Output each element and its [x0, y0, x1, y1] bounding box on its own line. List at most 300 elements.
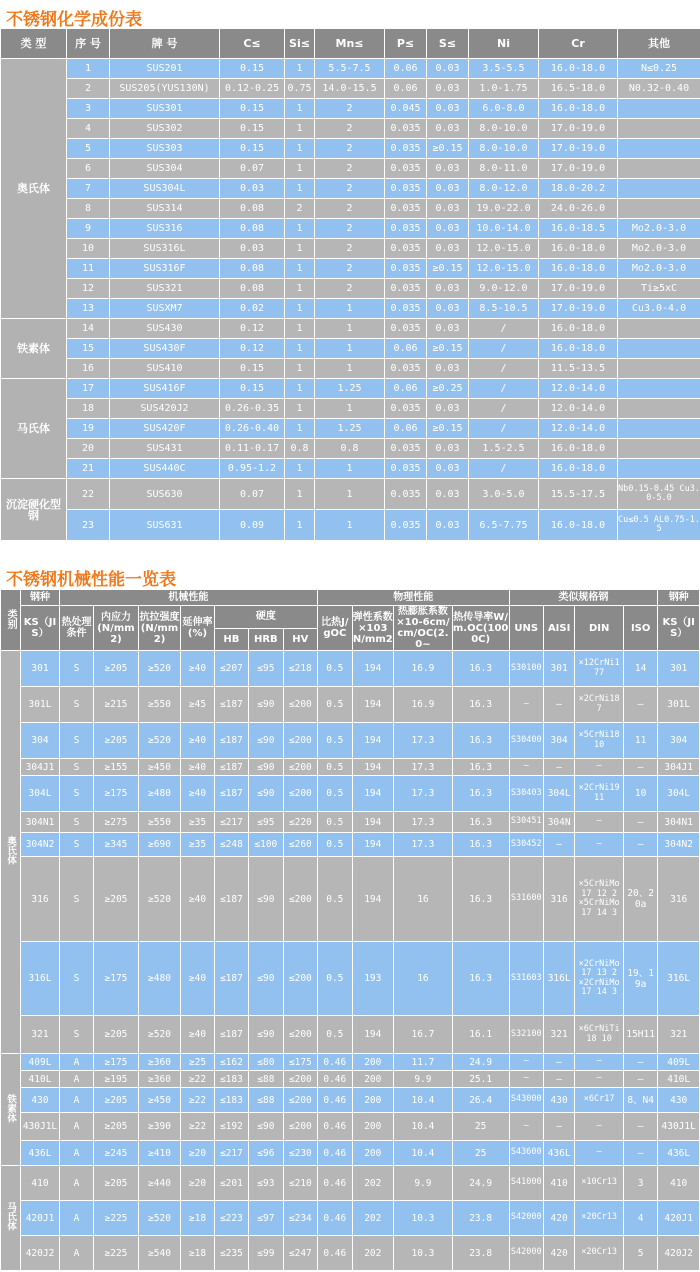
- table-cell: ≤95: [249, 651, 283, 687]
- table-cell: 0.03: [220, 179, 285, 199]
- table-cell: ×2CrNi1911: [575, 776, 624, 812]
- table-cell: 15H11: [623, 1016, 657, 1054]
- table-cell: N0.32-0.40: [618, 79, 700, 99]
- table-cell: SUS303: [110, 139, 220, 159]
- table-cell: ≤90: [249, 759, 283, 776]
- table-cell: ≤90: [249, 723, 283, 759]
- table-cell: 12.0-14.0: [539, 419, 618, 439]
- chemical-table-title: 不锈钢化学成份表: [6, 10, 142, 30]
- table-cell: 409L: [658, 1054, 700, 1071]
- table-cell: ≥360: [138, 1054, 181, 1071]
- header-hardness: 硬度: [214, 606, 317, 629]
- table-cell: 16.3: [452, 833, 509, 857]
- table-row: [1, 1054, 700, 1071]
- table-cell: SUS420F: [110, 419, 220, 439]
- table-cell: 16.0-18.0: [539, 510, 618, 541]
- table-cell: 1: [285, 459, 315, 479]
- table-cell: SUS201: [110, 59, 220, 79]
- table-row: [1, 179, 700, 199]
- table-cell: 0.03: [427, 79, 469, 99]
- table-cell: SUS302: [110, 119, 220, 139]
- table-cell: 10.4: [394, 1088, 453, 1113]
- table-cell: 19.0-22.0: [469, 199, 539, 219]
- table-cell: /: [469, 459, 539, 479]
- table-cell: SUS316L: [110, 239, 220, 259]
- table-cell: –: [509, 1071, 543, 1088]
- table-cell: 14.0-15.5: [315, 79, 385, 99]
- table-cell: SUS205(YUS130N): [110, 79, 220, 99]
- table-cell: 0.035: [385, 139, 427, 159]
- table-cell: 321: [658, 1016, 700, 1054]
- table-cell: ≥450: [138, 1088, 181, 1113]
- table-cell: ≥205: [94, 1113, 139, 1141]
- table-cell: 0.035: [385, 479, 427, 510]
- table-cell: 430: [543, 1088, 574, 1113]
- table-cell: ≤200: [283, 1088, 318, 1113]
- table-cell: 194: [352, 651, 394, 687]
- table-cell: 12.0-15.0: [469, 239, 539, 259]
- table-cell: 14: [623, 651, 657, 687]
- mechanical-table-title: 不锈钢机械性能一览表: [6, 570, 176, 590]
- table-cell: 0.035: [385, 319, 427, 339]
- table-cell: 23.8: [452, 1201, 509, 1236]
- table-cell: 304: [21, 723, 59, 759]
- table-cell: 436L: [21, 1141, 59, 1166]
- table-cell: 316: [543, 857, 574, 942]
- table-cell: S: [59, 1016, 93, 1054]
- table-cell: 0.06: [385, 79, 427, 99]
- table-cell: 23.8: [452, 1236, 509, 1271]
- header-specific-heat: 比热J/gOC: [318, 606, 352, 651]
- table-cell: 430J1L: [658, 1113, 700, 1141]
- table-cell: 5: [623, 1236, 657, 1271]
- table-cell: ≥22: [181, 1113, 214, 1141]
- table-cell: 2: [315, 119, 385, 139]
- table-cell: /: [469, 399, 539, 419]
- table-cell: ≥520: [138, 857, 181, 942]
- table-cell: 200: [352, 1071, 394, 1088]
- table-cell: ≥35: [181, 812, 214, 833]
- table-cell: 420: [543, 1201, 574, 1236]
- table-cell: ≤200: [283, 687, 318, 723]
- table-cell: S30100: [509, 651, 543, 687]
- table-cell: ≤90: [249, 1016, 283, 1054]
- table-cell: 10.4: [394, 1141, 453, 1166]
- table-cell: 304N1: [21, 812, 59, 833]
- table-cell: ≥440: [138, 1166, 181, 1201]
- table-cell: 430: [21, 1088, 59, 1113]
- table-cell: 0.46: [318, 1166, 352, 1201]
- table-cell: 200: [352, 1141, 394, 1166]
- table-cell: 410L: [21, 1071, 59, 1088]
- table-cell: Mo2.0-3.0: [618, 239, 700, 259]
- table-cell: ≥520: [138, 651, 181, 687]
- table-cell: ≤200: [283, 1071, 318, 1088]
- table-row: [1, 1088, 700, 1113]
- table-cell: 25: [452, 1141, 509, 1166]
- table-cell: 10.4: [394, 1113, 453, 1141]
- table-cell: 0.46: [318, 1141, 352, 1166]
- table-cell: ≤200: [283, 776, 318, 812]
- table-row: [1, 99, 700, 119]
- table-cell: 24.9: [452, 1054, 509, 1071]
- table-row: [1, 776, 700, 812]
- table-cell: 26.4: [452, 1088, 509, 1113]
- table-cell: S42000: [509, 1201, 543, 1236]
- table-cell: 17.0-19.0: [539, 159, 618, 179]
- table-cell: 1: [285, 259, 315, 279]
- table-cell: [618, 99, 700, 119]
- table-cell: –: [623, 687, 657, 723]
- table-cell: ≥225: [94, 1201, 139, 1236]
- table-cell: 304L: [543, 776, 574, 812]
- table-cell: 17.3: [394, 776, 453, 812]
- table-cell: Cu≤0.5 AL0.75-1.5: [618, 510, 700, 541]
- table-cell: SUS321: [110, 279, 220, 299]
- table-cell: 420: [543, 1236, 574, 1271]
- table-cell: 6.0-8.0: [469, 99, 539, 119]
- table-cell: ≥45: [181, 687, 214, 723]
- table-cell: 0.15: [220, 359, 285, 379]
- table-cell: 2: [315, 159, 385, 179]
- table-cell: ≥25: [181, 1054, 214, 1071]
- table-cell: 194: [352, 723, 394, 759]
- table-cell: 321: [21, 1016, 59, 1054]
- table-cell: 0.06: [385, 379, 427, 399]
- table-cell: –: [575, 1071, 624, 1088]
- table-cell: N≤0.25: [618, 59, 700, 79]
- table-cell: ≤187: [214, 1016, 248, 1054]
- table-cell: A: [59, 1166, 93, 1201]
- table-cell: –: [623, 759, 657, 776]
- table-cell: 0.035: [385, 179, 427, 199]
- table-cell: [618, 119, 700, 139]
- table-cell: –: [575, 833, 624, 857]
- table-cell: 1: [315, 479, 385, 510]
- table-cell: 0.46: [318, 1201, 352, 1236]
- table-cell: 16.0-18.0: [539, 59, 618, 79]
- table-cell: 16.0-18.0: [539, 239, 618, 259]
- table-cell: ≥205: [94, 1166, 139, 1201]
- table-cell: 16.0-18.0: [539, 319, 618, 339]
- table-cell: S: [59, 857, 93, 942]
- table-cell: 304J1: [658, 759, 700, 776]
- table-cell: 16.5-18.0: [539, 79, 618, 99]
- table-cell: ≤88: [249, 1071, 283, 1088]
- table-cell: 0.035: [385, 159, 427, 179]
- table-cell: 0.12-0.25: [220, 79, 285, 99]
- table-cell: ≤200: [283, 759, 318, 776]
- table-cell: 304N2: [658, 833, 700, 857]
- table-row: [1, 1236, 700, 1271]
- table-cell: 301: [21, 651, 59, 687]
- table-cell: SUSXM7: [110, 299, 220, 319]
- chem-header-cell: C≤: [220, 29, 285, 59]
- table-cell: ≥275: [94, 812, 139, 833]
- table-row: [1, 833, 700, 857]
- table-cell: /: [469, 379, 539, 399]
- table-cell: /: [469, 419, 539, 439]
- header-steel: 钢种: [21, 590, 59, 606]
- table-cell: ≥18: [181, 1236, 214, 1271]
- table-cell: ≤200: [283, 942, 318, 1016]
- table-cell: A: [59, 1141, 93, 1166]
- table-cell: ≤230: [283, 1141, 318, 1166]
- table-cell: 0.035: [385, 219, 427, 239]
- table-cell: ≥0.15: [427, 259, 469, 279]
- table-cell: ≤187: [214, 759, 248, 776]
- table-row: [1, 759, 700, 776]
- table-cell: 9.0-12.0: [469, 279, 539, 299]
- table-cell: 316: [21, 857, 59, 942]
- table-cell: 0.46: [318, 1071, 352, 1088]
- table-cell: ≥480: [138, 942, 181, 1016]
- table-row: [1, 79, 700, 99]
- category-cell: [1, 1054, 21, 1166]
- table-cell: 16.0-18.0: [539, 99, 618, 119]
- table-row: [1, 419, 700, 439]
- table-cell: –: [509, 759, 543, 776]
- header-hb: HB: [214, 628, 248, 651]
- table-cell: 0.15: [220, 59, 285, 79]
- table-cell: 0.46: [318, 1236, 352, 1271]
- table-cell: –: [623, 1071, 657, 1088]
- table-cell: 16.3: [452, 812, 509, 833]
- table-cell: 304N1: [658, 812, 700, 833]
- table-cell: ≤97: [249, 1201, 283, 1236]
- table-cell: 0.03: [427, 319, 469, 339]
- table-cell: 4: [67, 119, 110, 139]
- table-row: [1, 1166, 700, 1201]
- table-cell: 410: [21, 1166, 59, 1201]
- table-cell: Mo2.0-3.0: [618, 219, 700, 239]
- table-cell: [618, 399, 700, 419]
- table-cell: ≥195: [94, 1071, 139, 1088]
- table-cell: S31603: [509, 942, 543, 1016]
- table-cell: 321: [543, 1016, 574, 1054]
- table-cell: S: [59, 833, 93, 857]
- table-cell: 420J1: [21, 1201, 59, 1236]
- header-heat: 热处理条件: [59, 606, 93, 651]
- table-cell: 0.035: [385, 459, 427, 479]
- table-cell: 0.09: [220, 510, 285, 541]
- table-cell: 0.15: [220, 119, 285, 139]
- table-cell: 1: [285, 139, 315, 159]
- table-cell: [618, 159, 700, 179]
- table-cell: 420J1: [658, 1201, 700, 1236]
- table-cell: 1: [315, 510, 385, 541]
- table-cell: [618, 379, 700, 399]
- table-cell: 17.0-19.0: [539, 299, 618, 319]
- table-cell: 0.8: [285, 439, 315, 459]
- table-row: [1, 1141, 700, 1166]
- table-cell: S42000: [509, 1236, 543, 1271]
- table-cell: 16: [67, 359, 110, 379]
- table-cell: 0.03: [427, 99, 469, 119]
- table-cell: 301L: [658, 687, 700, 723]
- table-cell: 0.95-1.2: [220, 459, 285, 479]
- table-cell: 304N: [543, 812, 574, 833]
- table-cell: 2: [315, 219, 385, 239]
- table-cell: ≤223: [214, 1201, 248, 1236]
- table-cell: ≤200: [283, 1113, 318, 1141]
- table-cell: 0.03: [427, 299, 469, 319]
- table-cell: SUS301: [110, 99, 220, 119]
- table-cell: 1.5-2.5: [469, 439, 539, 459]
- table-cell: 0.035: [385, 259, 427, 279]
- table-cell: Mo2.0-3.0: [618, 259, 700, 279]
- category-label: 奥氏体: [5, 836, 17, 865]
- table-cell: ≤200: [283, 1016, 318, 1054]
- table-cell: 410: [543, 1166, 574, 1201]
- table-cell: 430: [658, 1088, 700, 1113]
- table-cell: SUS630: [110, 479, 220, 510]
- table-cell: 1: [285, 399, 315, 419]
- table-cell: 10.3: [394, 1236, 453, 1271]
- table-cell: A: [59, 1113, 93, 1141]
- table-cell: 0.5: [318, 1016, 352, 1054]
- table-cell: –: [543, 759, 574, 776]
- table-cell: [618, 199, 700, 219]
- table-cell: 17.3: [394, 833, 453, 857]
- table-cell: 8: [67, 199, 110, 219]
- table-cell: S: [59, 759, 93, 776]
- table-cell: 1: [315, 319, 385, 339]
- table-cell: 20: [67, 439, 110, 459]
- table-cell: 0.15: [220, 139, 285, 159]
- table-cell: ≥225: [94, 1236, 139, 1271]
- table-cell: ≥205: [94, 651, 139, 687]
- table-cell: 1: [285, 379, 315, 399]
- table-cell: 194: [352, 776, 394, 812]
- table-cell: 16.3: [452, 857, 509, 942]
- table-cell: ×20Cr13: [575, 1201, 624, 1236]
- table-cell: 0.5: [318, 833, 352, 857]
- table-cell: 0.06: [385, 339, 427, 359]
- table-cell: 200: [352, 1054, 394, 1071]
- table-cell: 410L: [658, 1071, 700, 1088]
- table-cell: 0.035: [385, 359, 427, 379]
- table-cell: 10.3: [394, 1201, 453, 1236]
- table-cell: –: [623, 1054, 657, 1071]
- table-cell: S30452: [509, 833, 543, 857]
- table-cell: 0.02: [220, 299, 285, 319]
- table-cell: 0.03: [220, 239, 285, 259]
- mechanical-properties-table: [0, 589, 700, 1271]
- table-row: [1, 510, 700, 541]
- table-cell: 24.9: [452, 1166, 509, 1201]
- table-cell: 0.03: [427, 359, 469, 379]
- table-cell: Nb0.15-0.45 Cu3.0-5.0: [618, 479, 700, 510]
- table-cell: ≤80: [249, 1054, 283, 1071]
- table-cell: SUS440C: [110, 459, 220, 479]
- table-cell: 2: [315, 139, 385, 159]
- table-cell: 420J2: [658, 1236, 700, 1271]
- table-cell: 17.3: [394, 723, 453, 759]
- header-aisi: AISI: [543, 606, 574, 651]
- table-cell: ≥18: [181, 1201, 214, 1236]
- table-cell: 12.0-15.0: [469, 259, 539, 279]
- table-cell: –: [509, 1054, 543, 1071]
- table-cell: A: [59, 1054, 93, 1071]
- table-row: [1, 239, 700, 259]
- table-cell: 202: [352, 1201, 394, 1236]
- table-cell: 3.5-5.5: [469, 59, 539, 79]
- table-cell: ×6CrNiTi18 10: [575, 1016, 624, 1054]
- table-cell: 0.035: [385, 279, 427, 299]
- category-label: 马氏体: [5, 1202, 17, 1231]
- table-cell: ≥345: [94, 833, 139, 857]
- table-cell: 0.03: [427, 59, 469, 79]
- table-cell: ≥450: [138, 759, 181, 776]
- table-row: [1, 279, 700, 299]
- table-cell: –: [575, 1054, 624, 1071]
- table-cell: ≤100: [249, 833, 283, 857]
- table-cell: ×5CrNiMo17 12 2 ×5CrNiMo17 14 3: [575, 857, 624, 942]
- table-cell: 3.0-5.0: [469, 479, 539, 510]
- table-cell: 0.03: [427, 219, 469, 239]
- table-cell: [618, 139, 700, 159]
- table-cell: 6.5-7.75: [469, 510, 539, 541]
- table-row: [1, 219, 700, 239]
- table-cell: ≤90: [249, 857, 283, 942]
- table-cell: ≥20: [181, 1166, 214, 1201]
- table-cell: 16: [394, 857, 453, 942]
- table-cell: 1: [285, 159, 315, 179]
- table-cell: 194: [352, 833, 394, 857]
- table-cell: S41000: [509, 1166, 543, 1201]
- table-cell: ≥40: [181, 1016, 214, 1054]
- table-cell: 24.0-26.0: [539, 199, 618, 219]
- table-cell: 1: [285, 510, 315, 541]
- category-cell: 马氏体: [1, 379, 67, 479]
- table-cell: SUS430: [110, 319, 220, 339]
- table-cell: ≥540: [138, 1236, 181, 1271]
- table-cell: ≤235: [214, 1236, 248, 1271]
- table-cell: 11: [67, 259, 110, 279]
- table-cell: ≥175: [94, 942, 139, 1016]
- table-cell: 410: [658, 1166, 700, 1201]
- table-cell: ≥175: [94, 776, 139, 812]
- table-cell: 316L: [658, 942, 700, 1016]
- table-cell: ≤90: [249, 687, 283, 723]
- table-cell: 16.3: [452, 759, 509, 776]
- table-cell: ≤99: [249, 1236, 283, 1271]
- table-cell: ≤95: [249, 812, 283, 833]
- table-cell: 4: [623, 1201, 657, 1236]
- table-cell: ≥690: [138, 833, 181, 857]
- table-row: [1, 479, 700, 510]
- table-cell: 316L: [543, 942, 574, 1016]
- table-cell: 0.46: [318, 1113, 352, 1141]
- table-cell: 10: [623, 776, 657, 812]
- table-row: [1, 259, 700, 279]
- header-ks: KS（JIS）: [21, 606, 59, 651]
- table-cell: Cu3.0-4.0: [618, 299, 700, 319]
- table-cell: 18: [67, 399, 110, 419]
- table-cell: 16.3: [452, 942, 509, 1016]
- table-cell: 0.46: [318, 1088, 352, 1113]
- table-cell: 8.5-10.5: [469, 299, 539, 319]
- table-cell: 2: [67, 79, 110, 99]
- table-cell: 16.0-18.0: [539, 439, 618, 459]
- header-category: 类别: [1, 590, 21, 651]
- table-row: [1, 439, 700, 459]
- table-cell: 1: [285, 279, 315, 299]
- table-cell: 0.07: [220, 159, 285, 179]
- header-expansion: 热膨胀系数×10-6cm/cm/OC(2.0~: [394, 606, 453, 651]
- chem-header-cell: 其他: [618, 29, 700, 59]
